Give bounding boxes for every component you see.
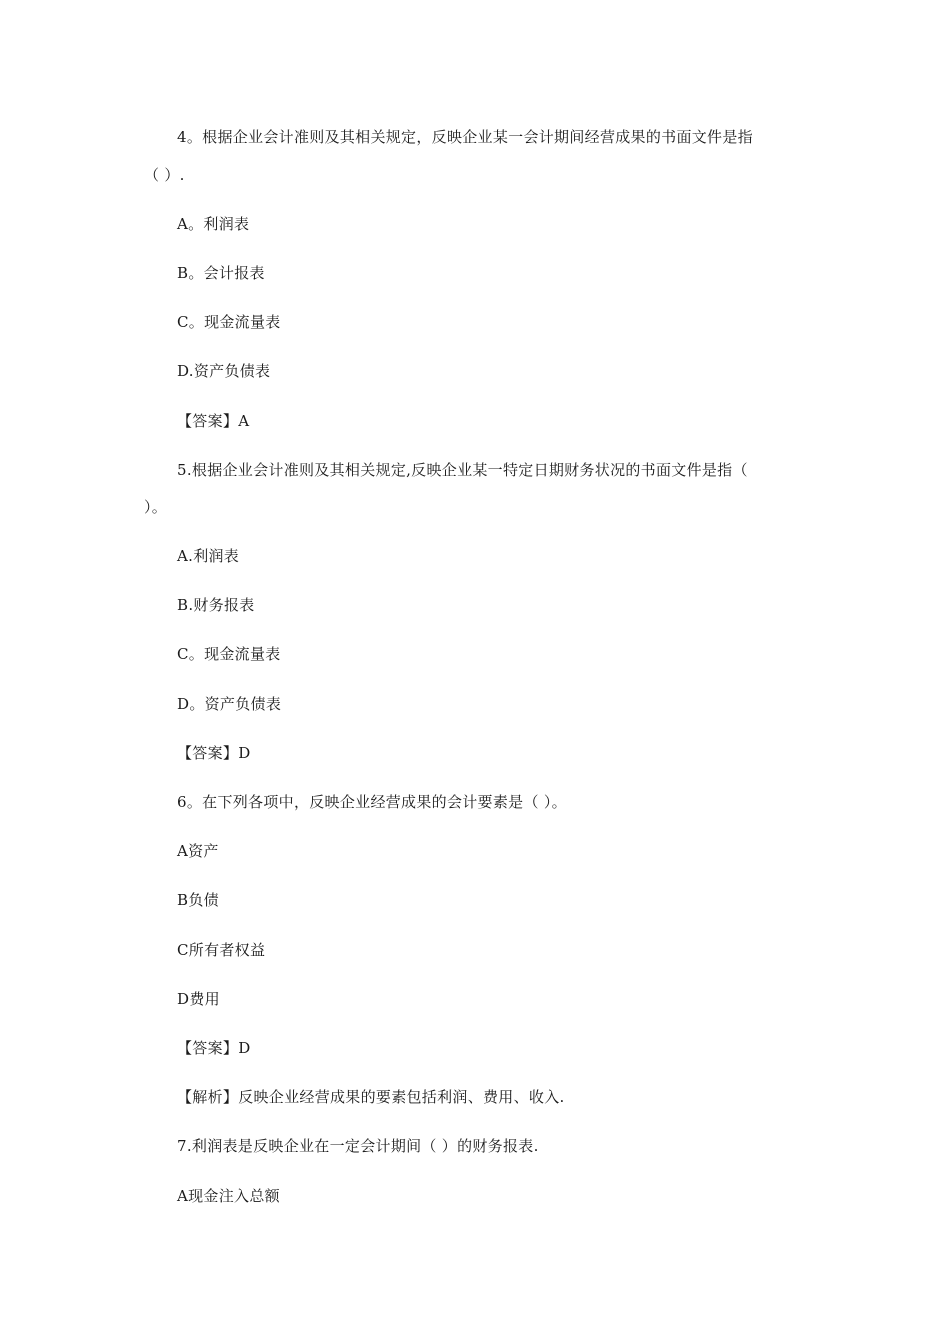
question-4-option-c: C。现金流量表 [177, 313, 281, 331]
question-7-option-a: A现金注入总额 [177, 1187, 280, 1205]
question-5-stem: 5.根据企业会计准则及其相关规定,反映企业某一特定日期财务状况的书面文件是指（ [177, 461, 748, 479]
question-5-option-c: C。现金流量表 [177, 645, 281, 663]
question-5-option-b: B.财务报表 [177, 596, 255, 614]
question-6-option-d: D费用 [177, 990, 220, 1008]
question-6-option-c: C所有者权益 [177, 941, 266, 959]
question-6-analysis: 【解析】反映企业经营成果的要素包括利润、费用、收入. [177, 1088, 565, 1106]
question-5-option-d: D。资产负债表 [177, 695, 282, 713]
question-5-stem-cont: ）。 [144, 498, 168, 516]
question-7-stem: 7.利润表是反映企业在一定会计期间（ ）的财务报表. [177, 1137, 539, 1155]
question-4-stem-cont: （ ）. [144, 166, 185, 184]
question-4-option-a: A。利润表 [177, 215, 250, 233]
question-6-stem: 6。在下列各项中，反映企业经营成果的会计要素是（ ）。 [177, 793, 567, 811]
question-6-answer: 【答案】D [177, 1039, 251, 1057]
question-6-option-a: A资产 [177, 842, 219, 860]
question-4-answer: 【答案】A [177, 412, 250, 430]
question-4-option-d: D.资产负债表 [177, 362, 271, 380]
question-6-option-b: B负债 [177, 891, 219, 909]
question-5-option-a: A.利润表 [177, 547, 240, 565]
question-4-stem: 4。根据企业会计准则及其相关规定，反映企业某一会计期间经营成果的书面文件是指 [177, 128, 753, 146]
question-5-answer: 【答案】D [177, 744, 251, 762]
question-4-option-b: B。会计报表 [177, 264, 265, 282]
